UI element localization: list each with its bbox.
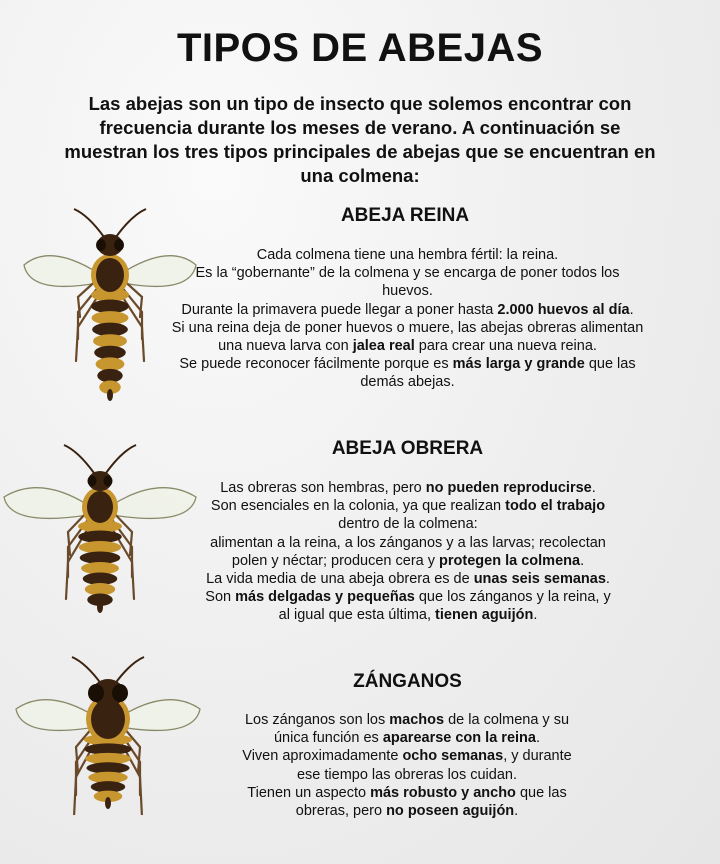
text-run: Los zánganos son los (244, 712, 390, 728)
left-wing (24, 256, 98, 287)
right-wing (120, 700, 200, 731)
text-run: Tienen un aspecto (247, 784, 371, 801)
page-title: TIPOS DE ABEJAS (176, 26, 544, 70)
bold-text: no poseen aguijón (386, 803, 515, 820)
abdomen-stripe (92, 311, 129, 325)
text-run: de la colmena y su única función es (273, 712, 570, 747)
abdomen-stripe (97, 369, 122, 383)
bold-text: más delgadas y pequeñas (235, 589, 415, 606)
text-run: que los zánganos y la reina, y al igual que esta última, (278, 589, 611, 624)
bold-text: aparearse con la reina (382, 730, 536, 747)
abdomen-tip (97, 601, 103, 613)
left-wing (16, 700, 96, 731)
section-body-queen (170, 246, 645, 392)
eye (88, 476, 97, 487)
antenna (106, 445, 136, 473)
abdomen-stripe (92, 323, 128, 337)
text-run: . (629, 301, 634, 318)
section-paragraph (198, 534, 618, 570)
abdomen-stripe (94, 346, 126, 360)
section-paragraph (170, 264, 645, 300)
left-wing (4, 488, 88, 519)
text-run: alimentan a la reina, a los zánganos y a las larvas; recolectan polen y néctar; producen cera y (210, 534, 606, 569)
section-paragraph (170, 246, 645, 264)
section-title-queen: ABEJA REINA (340, 205, 470, 226)
section-title-worker: ABEJA OBRERA (331, 438, 484, 459)
section-paragraph (198, 497, 618, 533)
text-run: para crear una nueva reina. (414, 338, 597, 355)
antenna (64, 445, 94, 473)
bold-text: ocho semanas (402, 748, 504, 765)
text-run: . (591, 480, 596, 496)
text-run: Son (205, 589, 236, 606)
abdomen-tip (107, 389, 113, 401)
text-run: dentro de la colmena: (338, 516, 478, 533)
bold-text: más robusto y ancho (370, 784, 516, 801)
text-run: Son esenciales en la colonia, ya que realizan (210, 498, 506, 515)
bold-text: todo el trabajo (505, 498, 606, 515)
text-run: que las demás abejas. (360, 356, 636, 391)
section-body-worker (198, 479, 618, 625)
bold-text: más larga y grande (452, 356, 585, 373)
section-paragraph (198, 570, 618, 588)
eye (104, 476, 113, 487)
antenna (114, 657, 144, 685)
text-run: Las obreras son hembras, pero (220, 480, 426, 496)
section-paragraph (170, 319, 645, 355)
text-run: . (535, 730, 540, 747)
text-run: Se puede reconocer fácilmente porque es (179, 356, 453, 373)
right-wing (112, 488, 196, 519)
abdomen-tip (105, 797, 111, 809)
drone-bee-illustration (8, 655, 204, 815)
eye (112, 684, 128, 702)
section-paragraph (170, 355, 645, 391)
section-paragraph (232, 711, 582, 747)
text-run: Durante la primavera puede llegar a poner hasta (181, 301, 498, 318)
antenna (72, 657, 102, 685)
section-title-drone: ZÁNGANOS (353, 671, 462, 692)
text-run: Si una reina deja de poner huevos o muere, las abejas obreras alimentan una nueva larva con (171, 319, 644, 355)
antenna (74, 209, 104, 237)
eye (114, 239, 124, 251)
abdomen-stripe (93, 334, 127, 348)
text-run: Es la “gobernante” de la colmena y se encarga de poner todos los huevos. (195, 265, 620, 300)
text-run: La vida media de una abeja obrera es de (206, 571, 474, 588)
text-run: Cada colmena tiene una hembra fértil: la reina. (256, 247, 559, 263)
section-body-drone (232, 711, 582, 820)
text-run: Viven aproximadamente (242, 748, 403, 765)
bold-text: unas seis semanas (473, 571, 606, 588)
section-paragraph (170, 301, 645, 319)
section-paragraph (198, 479, 618, 497)
section-paragraph (232, 784, 582, 820)
eye (96, 239, 106, 251)
abdomen-stripe (96, 357, 125, 371)
section-paragraph (198, 588, 618, 624)
bold-text: 2.000 huevos al día (497, 301, 630, 318)
abdomen-stripe (91, 300, 129, 314)
bold-text: protegen la colmena (439, 552, 581, 569)
eye (88, 684, 104, 702)
section-paragraph (232, 747, 582, 783)
antenna (116, 209, 146, 237)
worker-bee-illustration (0, 437, 200, 617)
text-run: , y durante ese tiempo las obreras los cuidan. (296, 748, 572, 783)
bold-text: tienen aguijón (435, 607, 534, 624)
text-run: que las obreras, pero (295, 784, 567, 820)
thorax-center (87, 491, 113, 523)
intro-text: Las abejas son un tipo de insecto que solemos encontrar con frecuencia durante los meses de verano. A continuación se muestran los tres tipos principales de abejas que se encuentran en una colmena: (64, 93, 656, 186)
bold-text: jalea real (352, 338, 415, 355)
bold-text: machos (389, 712, 445, 728)
text-run: . (533, 607, 538, 624)
thorax-center (96, 258, 124, 292)
bold-text: no pueden reproducirse (425, 480, 592, 496)
text-run: . (514, 803, 519, 820)
text-run: . (580, 552, 585, 569)
text-run: . (605, 571, 610, 588)
